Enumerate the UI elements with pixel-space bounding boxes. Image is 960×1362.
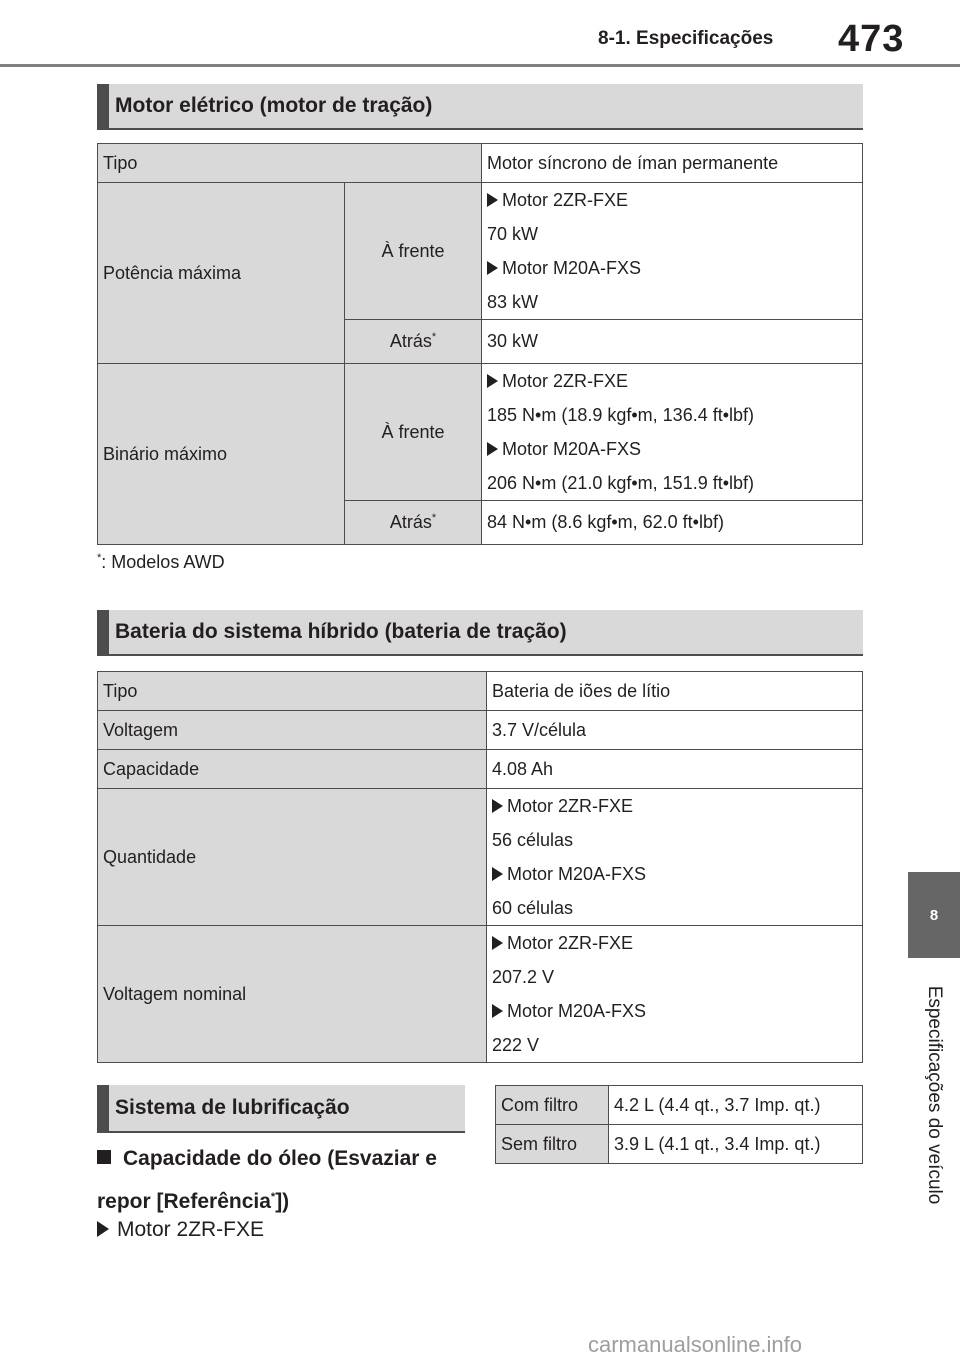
triangle-bullet-icon: [97, 1221, 109, 1237]
chapter-tab: 8: [908, 872, 960, 958]
motor-section-heading: [97, 84, 863, 130]
oil-capacity-table: [495, 1085, 863, 1164]
lubrication-section-title: Sistema de lubrificação: [115, 1096, 350, 1119]
battery-voltage-label: Voltagem: [98, 711, 487, 750]
battery-nominal-label: Voltagem nominal: [98, 926, 487, 1063]
list-item: Motor 2ZR-FXE: [492, 926, 857, 960]
engine-item: Motor 2ZR-FXE: [97, 1218, 264, 1242]
list-item: Motor M20A-FXS: [487, 432, 857, 466]
section-title: 8-1. Especificações: [598, 28, 774, 49]
battery-section-title: Bateria do sistema híbrido (bateria de tração): [115, 620, 567, 643]
table-row: [98, 672, 863, 711]
power-rear-value: 30 kW: [482, 320, 863, 364]
triangle-bullet-icon: [492, 799, 503, 813]
lubrication-section-heading: [97, 1085, 465, 1133]
table-row: [98, 926, 863, 1063]
battery-nominal-values: [487, 926, 863, 1063]
list-item: 222 V: [492, 1035, 540, 1055]
list-item: Motor M20A-FXS: [487, 251, 857, 285]
table-row: [496, 1086, 863, 1125]
triangle-bullet-icon: [492, 867, 503, 881]
table-row: [98, 750, 863, 789]
table-row: [98, 183, 863, 320]
list-item: 206 N•m (21.0 kgf•m, 151.9 ft•lbf): [487, 473, 755, 493]
list-item: 56 células: [492, 830, 574, 850]
list-item: 70 kW: [487, 224, 539, 244]
battery-voltage-value: 3.7 V/célula: [487, 711, 863, 750]
triangle-bullet-icon: [487, 261, 498, 275]
oil-capacity-heading: Capacidade do óleo (Esvaziar e repor [Referência*]): [97, 1147, 437, 1213]
torque-rear-label: Atrás*: [345, 501, 482, 545]
footnote: *: Modelos AWD: [97, 552, 225, 572]
list-item: 83 kW: [487, 292, 539, 312]
torque-front-values: [482, 364, 863, 501]
table-row: [98, 364, 863, 501]
power-front-values: [482, 183, 863, 320]
square-bullet-icon: [97, 1150, 111, 1164]
battery-capacity-label: Capacidade: [98, 750, 487, 789]
power-rear-label: Atrás*: [345, 320, 482, 364]
list-item: Motor M20A-FXS: [492, 994, 857, 1028]
without-filter-label: Sem filtro: [496, 1125, 609, 1164]
torque-label: Binário máximo: [98, 364, 345, 545]
triangle-bullet-icon: [487, 442, 498, 456]
motor-type-label: Tipo: [98, 144, 482, 183]
battery-section-heading: [97, 610, 863, 656]
table-row: [98, 789, 863, 926]
header-divider: [0, 64, 960, 67]
list-item: Motor M20A-FXS: [492, 857, 857, 891]
with-filter-label: Com filtro: [496, 1086, 609, 1125]
torque-front-label: À frente: [345, 364, 482, 501]
list-item: Motor 2ZR-FXE: [487, 183, 857, 217]
list-item: Motor 2ZR-FXE: [487, 364, 857, 398]
triangle-bullet-icon: [487, 374, 498, 388]
motor-type-value: Motor síncrono de íman permanente: [482, 144, 863, 183]
battery-quantity-label: Quantidade: [98, 789, 487, 926]
with-filter-value: 4.2 L (4.4 qt., 3.7 Imp. qt.): [609, 1086, 863, 1125]
power-label: Potência máxima: [98, 183, 345, 364]
list-item: 60 células: [492, 898, 574, 918]
torque-rear-value: 84 N•m (8.6 kgf•m, 62.0 ft•lbf): [482, 501, 863, 545]
table-row: [98, 144, 863, 183]
table-row: [98, 711, 863, 750]
battery-type-label: Tipo: [98, 672, 487, 711]
battery-quantity-values: [487, 789, 863, 926]
list-item: Motor 2ZR-FXE: [492, 789, 857, 823]
triangle-bullet-icon: [492, 1004, 503, 1018]
chapter-label: Especificações do veículo: [924, 985, 945, 1205]
battery-type-value: Bateria de iões de lítio: [487, 672, 863, 711]
watermark: carmanualsonline.info: [588, 1332, 803, 1357]
battery-spec-table: [97, 671, 863, 1063]
list-item: 185 N•m (18.9 kgf•m, 136.4 ft•lbf): [487, 405, 755, 425]
triangle-bullet-icon: [492, 936, 503, 950]
motor-section-title: Motor elétrico (motor de tração): [115, 94, 433, 117]
page-number: 473: [838, 18, 905, 60]
battery-capacity-value: 4.08 Ah: [487, 750, 863, 789]
power-front-label: À frente: [345, 183, 482, 320]
list-item: 207.2 V: [492, 967, 555, 987]
without-filter-value: 3.9 L (4.1 qt., 3.4 Imp. qt.): [609, 1125, 863, 1164]
table-row: [496, 1125, 863, 1164]
triangle-bullet-icon: [487, 193, 498, 207]
motor-spec-table: [97, 143, 863, 545]
